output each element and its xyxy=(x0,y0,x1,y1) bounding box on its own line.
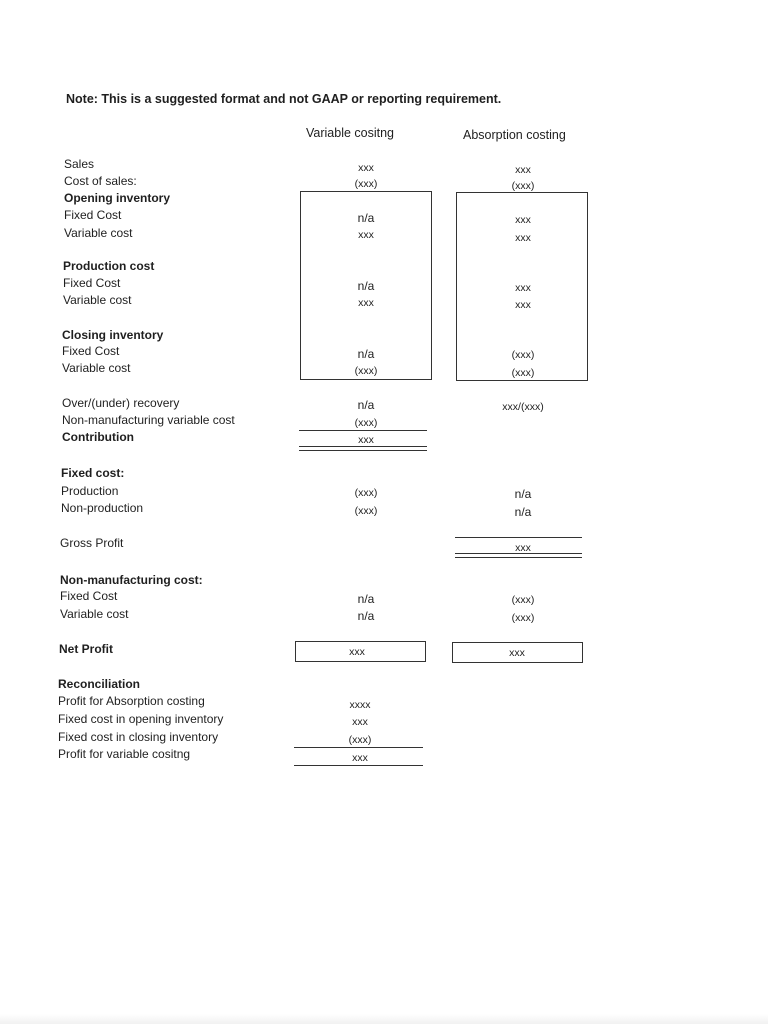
nm-fixed-absorption-value: (xxx) xyxy=(511,594,535,606)
nm-variable-variable-value: n/a xyxy=(357,609,375,623)
nm-variable-label: Variable cost xyxy=(60,607,129,621)
recon-item-value: (xxx) xyxy=(348,734,372,746)
production-fixed-label: Fixed Cost xyxy=(63,276,121,290)
nm-variable-absorption-value: (xxx) xyxy=(511,612,535,624)
over-under-label: Over/(under) recovery xyxy=(62,396,180,410)
net-profit-label: Net Profit xyxy=(59,642,113,656)
gross-profit-top-rule xyxy=(455,537,582,538)
fixed-production-label: Production xyxy=(61,484,119,498)
contribution-double-rule xyxy=(299,446,427,451)
opening-variable-label: Variable cost xyxy=(64,226,133,240)
cost-of-sales-label: Cost of sales: xyxy=(64,174,137,188)
gross-profit-label: Gross Profit xyxy=(60,536,124,550)
opening-fixed-variable-value: n/a xyxy=(357,211,375,225)
nm-fixed-variable-value: n/a xyxy=(357,592,375,606)
production-cost-heading: Production cost xyxy=(63,259,155,273)
opening-fixed-absorption-value: xxx xyxy=(515,214,531,226)
recon-item-value: xxx xyxy=(352,752,368,764)
sales-label: Sales xyxy=(64,157,95,171)
closing-variable-absorption-value: (xxx) xyxy=(511,367,535,379)
contribution-label: Contribution xyxy=(62,430,134,444)
opening-variable-variable-value: xxx xyxy=(358,229,374,241)
opening-fixed-label: Fixed Cost xyxy=(64,208,122,222)
recon-total-rule xyxy=(294,765,423,766)
closing-fixed-variable-value: n/a xyxy=(357,347,375,361)
reconciliation-heading: Reconciliation xyxy=(58,677,141,691)
contribution-value: xxx xyxy=(358,434,374,446)
recon-item-label: Profit for Absorption costing xyxy=(58,694,205,708)
closing-inventory-heading: Closing inventory xyxy=(62,328,164,342)
gross-profit-double-rule xyxy=(455,553,582,558)
net-profit-absorption-value: xxx xyxy=(509,647,525,659)
fixed-non-production-variable-value: (xxx) xyxy=(354,505,378,517)
sales-variable-value: xxx xyxy=(358,162,374,174)
production-variable-label: Variable cost xyxy=(63,293,132,307)
opening-inventory-heading: Opening inventory xyxy=(64,191,171,205)
cost-of-sales-absorption-value: (xxx) xyxy=(511,180,535,192)
nm-fixed-label: Fixed Cost xyxy=(60,589,118,603)
fixed-non-production-absorption-value: n/a xyxy=(514,505,532,519)
variable-costing-header: Variable cositng xyxy=(306,126,395,140)
recon-item-value: xxxx xyxy=(349,699,371,711)
recon-subtotal-rule xyxy=(294,747,423,748)
recon-item-label: Profit for variable cositng xyxy=(58,747,191,761)
closing-fixed-absorption-value: (xxx) xyxy=(511,349,535,361)
net-profit-variable-value: xxx xyxy=(349,646,365,658)
fixed-non-production-label: Non-production xyxy=(61,501,144,515)
closing-variable-label: Variable cost xyxy=(62,361,131,375)
closing-fixed-label: Fixed Cost xyxy=(62,344,120,358)
production-variable-absorption-value: xxx xyxy=(515,299,531,311)
cost-of-sales-variable-value: (xxx) xyxy=(354,178,378,190)
contribution-top-rule xyxy=(299,430,427,431)
sales-absorption-value: xxx xyxy=(515,164,531,176)
recon-item-label: Fixed cost in closing inventory xyxy=(58,730,219,744)
fixed-production-variable-value: (xxx) xyxy=(354,487,378,499)
non-mfg-variable-label: Non-manufacturing variable cost xyxy=(62,413,235,427)
scan-bottom-edge xyxy=(0,1014,768,1024)
over-under-variable-value: n/a xyxy=(357,398,375,412)
recon-item-label: Fixed cost in opening inventory xyxy=(58,712,224,726)
opening-variable-absorption-value: xxx xyxy=(515,232,531,244)
production-variable-variable-value: xxx xyxy=(358,297,374,309)
recon-item-value: xxx xyxy=(352,716,368,728)
gross-profit-absorption-value: xxx xyxy=(515,542,531,554)
production-fixed-absorption-value: xxx xyxy=(515,282,531,294)
absorption-costing-header: Absorption costing xyxy=(463,128,566,142)
non-mfg-variable-value: (xxx) xyxy=(354,417,378,429)
fixed-cost-heading: Fixed cost: xyxy=(61,466,125,480)
non-mfg-cost-heading: Non-manufacturing cost: xyxy=(60,573,203,587)
over-under-absorption-value: xxx/(xxx) xyxy=(502,401,544,413)
fixed-production-absorption-value: n/a xyxy=(514,487,532,501)
production-fixed-variable-value: n/a xyxy=(357,279,375,293)
format-note: Note: This is a suggested format and not GAAP or reporting requirement. xyxy=(66,92,502,106)
closing-variable-variable-value: (xxx) xyxy=(354,365,378,377)
